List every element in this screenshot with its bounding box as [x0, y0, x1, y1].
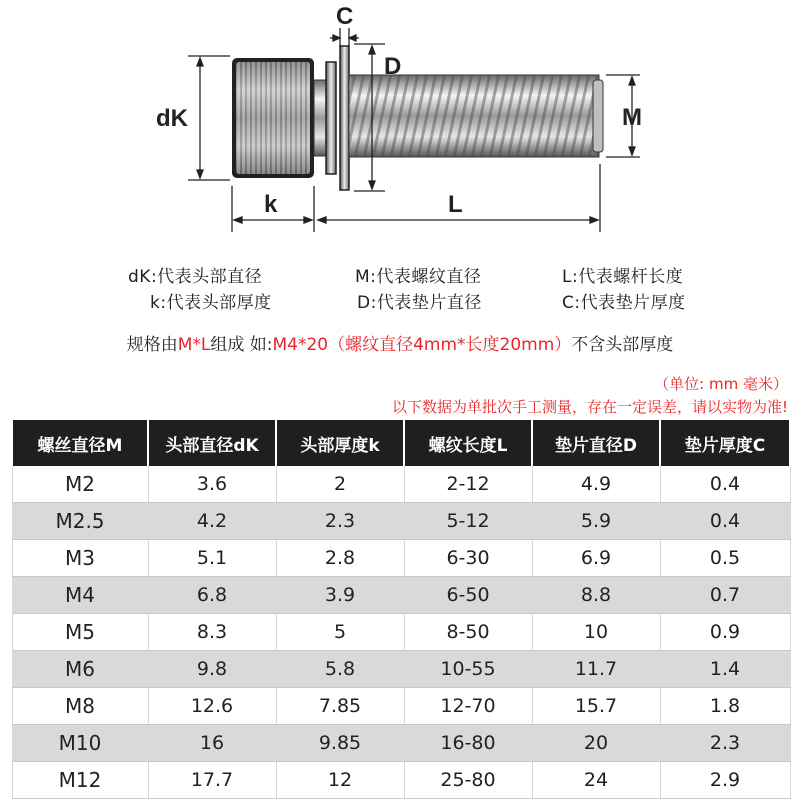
cell-washer-diameter: 6.9: [532, 540, 660, 577]
cell-washer-diameter: 20: [532, 725, 660, 762]
cell-thread-length: 25-80: [404, 762, 532, 799]
header-washer-thickness: 垫片厚度C: [660, 420, 790, 466]
screw-head: [232, 58, 326, 178]
cell-thread-length: 12-70: [404, 688, 532, 725]
label-k: k: [264, 191, 278, 218]
label-m: M: [622, 104, 642, 131]
cell-washer-diameter: 8.8: [532, 577, 660, 614]
header-washer-diameter: 垫片直径D: [532, 420, 660, 466]
screw-shaft: [349, 75, 603, 157]
cell-washer-diameter: 5.9: [532, 503, 660, 540]
table-row: [12, 614, 790, 651]
cell-thread-diameter: M3: [12, 540, 148, 577]
cell-head-thickness: 3.9: [276, 577, 404, 614]
legend-l: L:代表螺杆长度: [562, 267, 684, 287]
spec-line: [0, 330, 800, 355]
spec-formula: M*L: [177, 335, 211, 355]
cell-head-diameter: 4.2: [148, 503, 276, 540]
table-header-row: [12, 420, 790, 466]
header-thread-diameter: 螺丝直径M: [12, 420, 148, 466]
cell-washer-thickness: 0.7: [660, 577, 790, 614]
table-row: [12, 577, 790, 614]
header-head-diameter: 头部直径dK: [148, 420, 276, 466]
cell-head-diameter: 8.3: [148, 614, 276, 651]
header-thread-length: 螺纹长度L: [404, 420, 532, 466]
spec-prefix: 规格由: [126, 335, 178, 355]
cell-head-diameter: 17.7: [148, 762, 276, 799]
cell-washer-diameter: 24: [532, 762, 660, 799]
cell-head-diameter: 5.1: [148, 540, 276, 577]
cell-head-thickness: 2.8: [276, 540, 404, 577]
cell-washer-thickness: 0.9: [660, 614, 790, 651]
cell-thread-diameter: M12: [12, 762, 148, 799]
screw-dimension-diagram: [0, 0, 800, 245]
legend-d: D:代表垫片直径: [357, 293, 482, 313]
label-dk: dK: [156, 105, 188, 132]
cell-thread-length: 6-50: [404, 577, 532, 614]
table-row: [12, 540, 790, 577]
cell-washer-thickness: 0.5: [660, 540, 790, 577]
cell-thread-diameter: M5: [12, 614, 148, 651]
spec-example: M4*20（螺纹直径4mm*长度20mm）: [272, 335, 572, 355]
cell-head-thickness: 2.3: [276, 503, 404, 540]
cell-washer-thickness: 1.8: [660, 688, 790, 725]
cell-thread-diameter: M6: [12, 651, 148, 688]
table-row: [12, 503, 790, 540]
table-row: [12, 725, 790, 762]
label-c: C: [336, 3, 354, 30]
spec-suffix: 不含头部厚度: [571, 335, 674, 355]
table-row: [12, 688, 790, 725]
cell-head-diameter: 12.6: [148, 688, 276, 725]
cell-thread-diameter: M4: [12, 577, 148, 614]
header-head-thickness: 头部厚度k: [276, 420, 404, 466]
measurement-disclaimer: 以下数据为单批次手工测量，存在一定误差，请以实物为准!: [391, 398, 788, 416]
cell-head-diameter: 6.8: [148, 577, 276, 614]
cell-head-diameter: 3.6: [148, 466, 276, 503]
cell-washer-thickness: 2.9: [660, 762, 790, 799]
cell-thread-diameter: M2: [12, 466, 148, 503]
cell-thread-length: 5-12: [404, 503, 532, 540]
cell-thread-diameter: M10: [12, 725, 148, 762]
cell-washer-thickness: 2.3: [660, 725, 790, 762]
cell-head-thickness: 2: [276, 466, 404, 503]
cell-thread-length: 8-50: [404, 614, 532, 651]
cell-head-thickness: 7.85: [276, 688, 404, 725]
legend-c: C:代表垫片厚度: [562, 293, 686, 313]
cell-washer-diameter: 11.7: [532, 651, 660, 688]
cell-washer-diameter: 4.9: [532, 466, 660, 503]
cell-washer-diameter: 15.7: [532, 688, 660, 725]
cell-thread-length: 6-30: [404, 540, 532, 577]
legend-dk: dK:代表头部直径: [128, 267, 263, 287]
spec-middle: 组成 如:: [210, 335, 273, 355]
cell-head-thickness: 5.8: [276, 651, 404, 688]
cell-head-thickness: 12: [276, 762, 404, 799]
legend-m: M:代表螺纹直径: [355, 267, 482, 287]
cell-washer-thickness: 0.4: [660, 503, 790, 540]
cell-washer-diameter: 10: [532, 614, 660, 651]
cell-thread-length: 2-12: [404, 466, 532, 503]
cell-thread-length: 16-80: [404, 725, 532, 762]
washer: [326, 46, 349, 190]
spec-table: [11, 420, 791, 799]
cell-head-diameter: 16: [148, 725, 276, 762]
table-row: [12, 466, 790, 503]
label-d: D: [384, 53, 402, 80]
cell-head-diameter: 9.8: [148, 651, 276, 688]
unit-note: （单位: mm 毫米）: [654, 375, 788, 393]
cell-thread-diameter: M8: [12, 688, 148, 725]
label-l: L: [448, 191, 463, 218]
cell-head-thickness: 5: [276, 614, 404, 651]
cell-thread-diameter: M2.5: [12, 503, 148, 540]
table-body: [12, 466, 790, 799]
cell-thread-length: 10-55: [404, 651, 532, 688]
table-row: [12, 762, 790, 799]
cell-washer-thickness: 0.4: [660, 466, 790, 503]
cell-washer-thickness: 1.4: [660, 651, 790, 688]
cell-head-thickness: 9.85: [276, 725, 404, 762]
legend-k: k:代表头部厚度: [150, 293, 272, 313]
table-row: [12, 651, 790, 688]
